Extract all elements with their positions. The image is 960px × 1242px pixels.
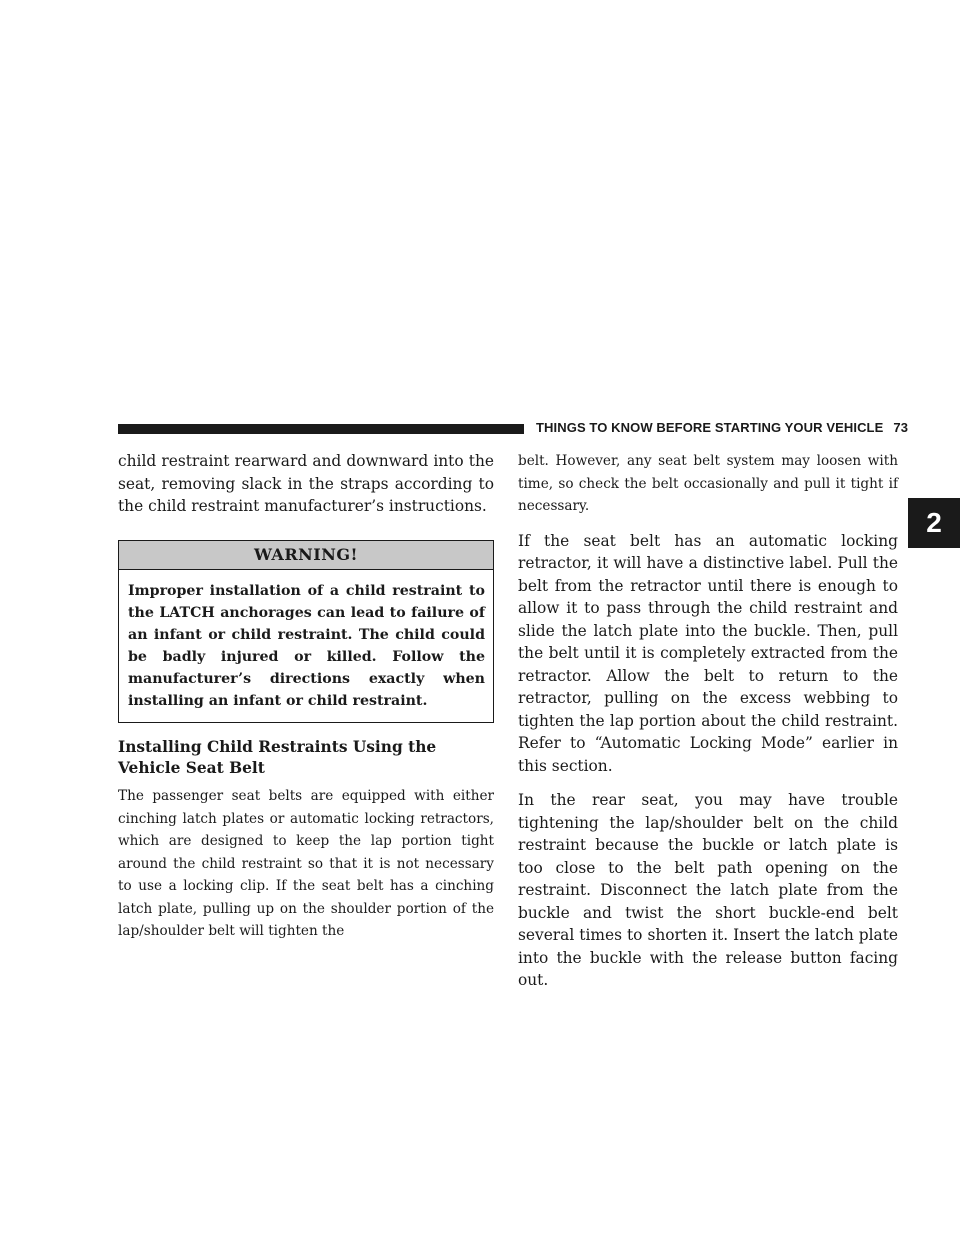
header-rule: [118, 424, 524, 434]
retractor-paragraph: If the seat belt has an automatic locking retractor, it will have a distinctive label. Pull the belt from the retractor until there is enough to allow it to pass through the child restraint and slide the latch plate into the buckle. Then, pull the belt until it is completely extracted from the retractor. Allow the belt to return to the retractor, pulling on the excess webbing to tighten the lap portion about the child restraint. Refer to “Automatic Locking Mode” earlier in this section.: [518, 531, 898, 775]
right-column: [518, 450, 898, 1004]
section-tab: 2: [908, 498, 960, 548]
running-header: [536, 420, 909, 435]
warning-title: WARNING!: [119, 541, 493, 571]
left-column: [118, 450, 494, 955]
section-subheading: Installing Child Restraints Using the Vehicle Seat Belt: [118, 738, 437, 777]
warning-text: Improper installation of a child restraint to the LATCH anchorages can lead to failure of an infant or child restraint. The child could be badly injured or killed. Follow the manufacturer’s directions exactly when installing an infant or child restraint.: [128, 583, 485, 709]
rear-seat-paragraph: In the rear seat, you may have trouble tightening the lap/shoulder belt on the child restraint because the buckle or latch plate is too close to the belt path opening on the restraint. Disconnect the latch plate from the buckle and twist the short buckle-end belt several times to shorten it. Insert the latch plate into the buckle with the release button facing out.: [518, 791, 898, 989]
continuation-paragraph: belt. However, any seat belt system may loosen with time, so check the belt occasionally and pull it tight if necessary.: [518, 453, 898, 514]
body-paragraph: The passenger seat belts are equipped with either cinching latch plates or automatic locking retractors, which are designed to keep the lap portion tight around the child restraint so that it is not necessary to use a locking clip. If the seat belt has a cinching latch plate, pulling up on the shoulder portion of the lap/shoulder belt will tighten the: [118, 788, 494, 939]
header-title: THINGS TO KNOW BEFORE STARTING YOUR VEHICLE: [536, 420, 884, 435]
warning-box: [118, 540, 494, 724]
intro-paragraph: child restraint rearward and downward into the seat, removing slack in the straps according to the child restraint manufacturer’s instructions.: [118, 452, 494, 515]
page-number: 73: [893, 420, 909, 435]
